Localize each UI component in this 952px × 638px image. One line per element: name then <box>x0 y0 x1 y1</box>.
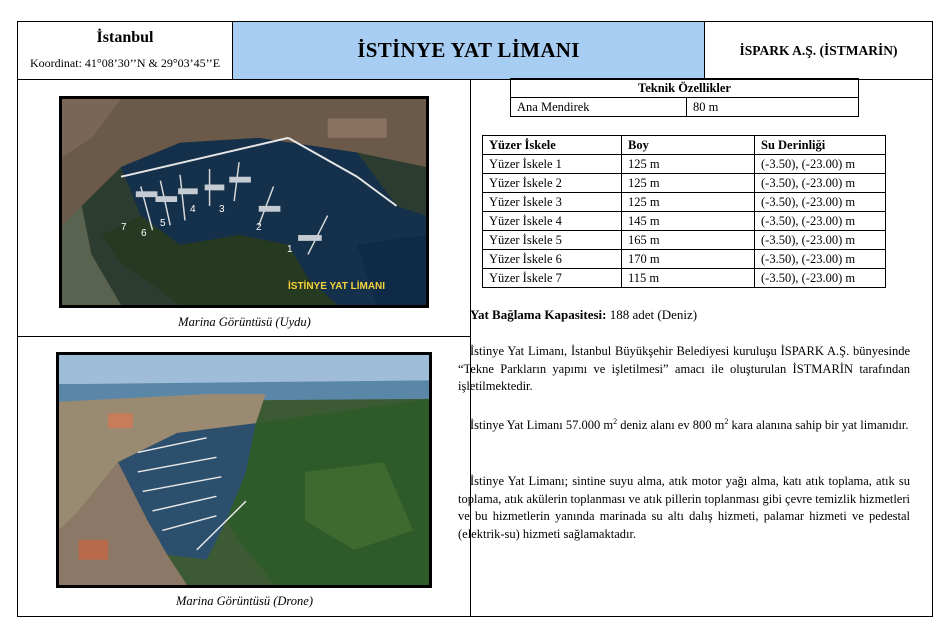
header-location <box>18 22 233 80</box>
table-row <box>483 250 886 269</box>
table-cell: 170 m <box>622 250 755 269</box>
table-cell: (-3.50), (-23.00) m <box>755 155 886 174</box>
column-header: Boy <box>622 136 755 155</box>
table-cell: 80 m <box>687 98 859 117</box>
table-cell: Yüzer İskele 3 <box>483 193 622 212</box>
paragraph-text: kara alanına sahip bir yat limanıdır. <box>728 418 909 432</box>
table-cell: Yüzer İskele 2 <box>483 174 622 193</box>
table-cell: Yüzer İskele 5 <box>483 231 622 250</box>
table-cell: 145 m <box>622 212 755 231</box>
description-paragraph-1: İstinye Yat Limanı, İstanbul Büyükşehir Belediyesi kuruluşu İSPARK A.Ş. bünyesinde “Tekne Parkların yapımı ve işletilmesi” amacı ile oluşturulan İSTMARİN tarafından işletilmektedir. <box>458 344 910 393</box>
satellite-overlay-label: İSTİNYE YAT LİMANI <box>288 281 386 292</box>
drone-photo <box>56 352 432 588</box>
table-row <box>483 212 886 231</box>
pier-number: 4 <box>190 204 196 215</box>
table-cell: 125 m <box>622 193 755 212</box>
paragraph-text: deniz alanı ev 800 m <box>617 418 725 432</box>
pier-number: 1 <box>287 244 293 255</box>
pier-number: 6 <box>141 228 147 239</box>
photo-divider <box>18 336 471 337</box>
table-cell: (-3.50), (-23.00) m <box>755 250 886 269</box>
column-header: Su Derinliği <box>755 136 886 155</box>
table-cell: 115 m <box>622 269 755 288</box>
column-header: Yüzer İskele <box>483 136 622 155</box>
table-cell: (-3.50), (-23.00) m <box>755 174 886 193</box>
pier-number: 7 <box>121 222 127 233</box>
table-cell: Yüzer İskele 1 <box>483 155 622 174</box>
city-name: İstanbul <box>96 29 154 46</box>
table-cell: 165 m <box>622 231 755 250</box>
capacity-value: 188 adet (Deniz) <box>609 307 698 322</box>
description-paragraph-2 <box>458 417 910 435</box>
page-title: İSTİNYE YAT LİMANI <box>233 22 705 80</box>
mooring-capacity <box>470 307 697 323</box>
superscript: 2 <box>724 416 729 426</box>
table-cell: (-3.50), (-23.00) m <box>755 231 886 250</box>
drone-caption: Marina Görüntüsü (Drone) <box>175 594 314 608</box>
operator-name: İSPARK A.Ş. (İSTMARİN) <box>705 22 932 80</box>
capacity-label: Yat Bağlama Kapasitesi: <box>470 307 607 322</box>
pier-number: 3 <box>219 204 225 215</box>
table-row <box>483 155 886 174</box>
pier-number: 2 <box>256 222 262 233</box>
description-paragraph-3: İstinye Yat Limanı; sintine suyu alma, atık motor yağı alma, katı atık toplama, atık su toplama, atık akülerin toplanması ve atık pillerin toplanması gibi çevre temizlik hizmetleri ve bu hizmetlerin yanında marinada su altı dalış hizmeti, palamar hizmeti ve pedestal (elektrik-su) hizmeti sağlamaktadır. <box>458 474 910 541</box>
coordinates: Koordinat: 41°08’30’’N & 29°03’45’’E <box>29 56 221 70</box>
table-row <box>483 231 886 250</box>
satellite-photo <box>59 96 429 308</box>
table-row <box>483 269 886 288</box>
pier-number: 5 <box>160 218 166 229</box>
table-cell: (-3.50), (-23.00) m <box>755 269 886 288</box>
table-cell: Yüzer İskele 6 <box>483 250 622 269</box>
table-cell: (-3.50), (-23.00) m <box>755 212 886 231</box>
satellite-caption: Marina Görüntüsü (Uydu) <box>178 315 311 329</box>
table-cell: 125 m <box>622 174 755 193</box>
table-cell: Yüzer İskele 7 <box>483 269 622 288</box>
table-cell: (-3.50), (-23.00) m <box>755 193 886 212</box>
piers-table <box>482 135 886 288</box>
table-cell: Ana Mendirek <box>511 98 687 117</box>
technical-title: Teknik Özellikler <box>511 79 859 98</box>
table-row <box>511 98 859 117</box>
technical-features-table <box>510 78 859 117</box>
superscript: 2 <box>613 416 618 426</box>
table-cell: 125 m <box>622 155 755 174</box>
table-row <box>483 193 886 212</box>
table-cell: Yüzer İskele 4 <box>483 212 622 231</box>
table-row <box>483 174 886 193</box>
paragraph-text: İstinye Yat Limanı 57.000 m <box>470 418 614 432</box>
